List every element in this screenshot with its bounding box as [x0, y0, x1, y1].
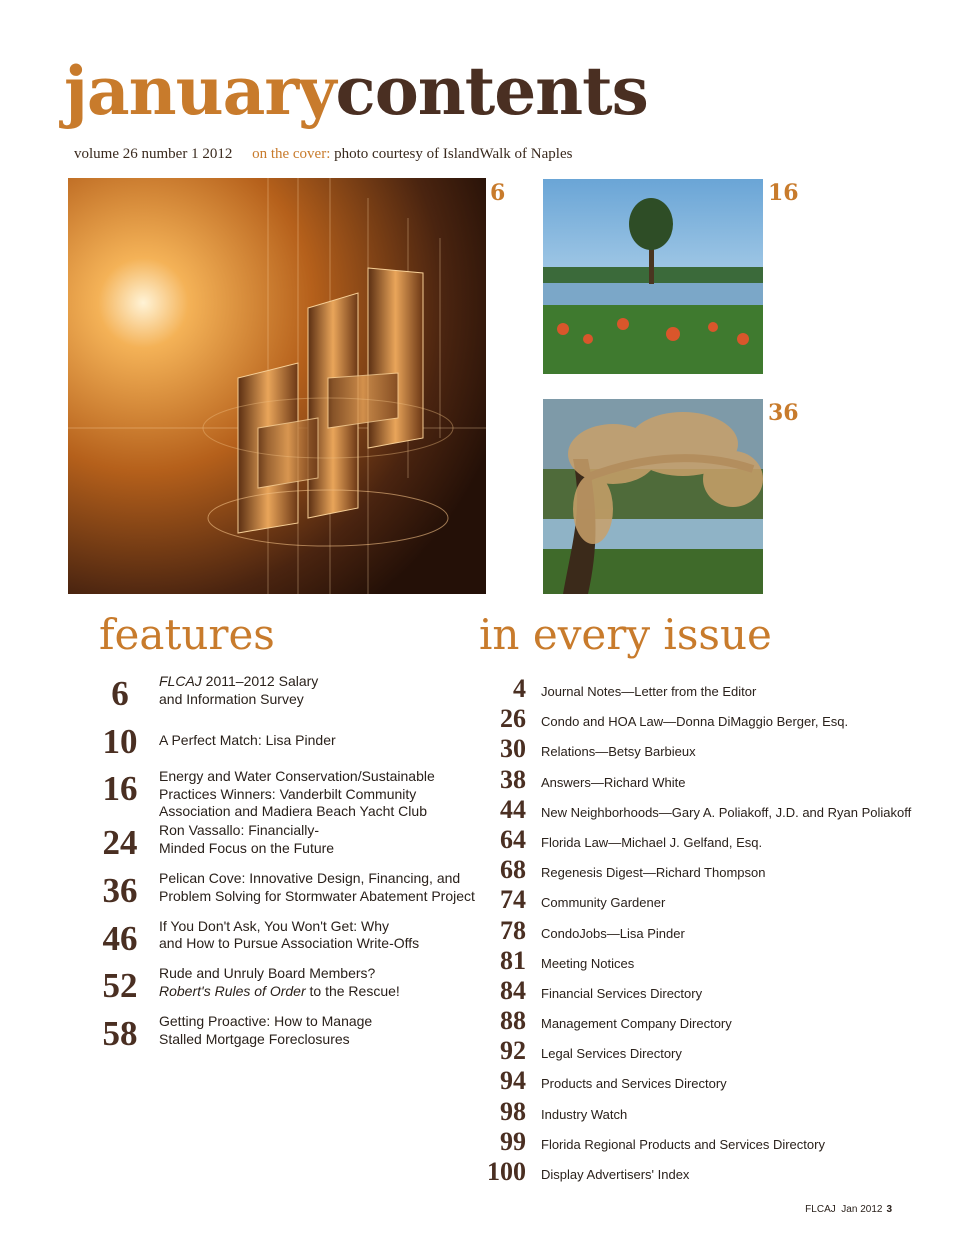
features-list [96, 672, 486, 1060]
issue-page-number: 44 [500, 794, 526, 824]
issue-title: CondoJobs—Lisa Pinder [541, 925, 685, 941]
issue-item[interactable] [478, 766, 938, 796]
issue-item[interactable] [478, 1098, 938, 1128]
issue-item[interactable] [478, 735, 938, 765]
feature-title-rest: 2011–2012 Salary and Information Survey [159, 673, 319, 707]
issue-page-number: 4 [513, 674, 526, 703]
issue-item[interactable] [478, 856, 938, 886]
feature-title-rest: to the Rescue! [305, 982, 400, 999]
issue-title: Industry Watch [541, 1106, 628, 1122]
issue-page-number: 94 [500, 1066, 526, 1096]
footer-publication: FLCAJ Jan 2012 [805, 1204, 883, 1215]
issue-page-number: 99 [500, 1126, 526, 1156]
issue-item[interactable] [478, 675, 938, 705]
feature-title-italic: Robert's Rules of Order [159, 982, 306, 999]
in-every-issue-list [478, 675, 938, 1188]
feature-item[interactable] [96, 869, 486, 917]
cover-credit: photo courtesy of IslandWalk of Naples [334, 146, 573, 162]
issue-title: Regenesis Digest—Richard Thompson [541, 865, 766, 881]
feature-page-number: 24 [102, 823, 138, 863]
feature-item[interactable] [96, 917, 486, 965]
cover-label: on the cover: [252, 146, 331, 162]
feature-item[interactable] [96, 767, 486, 821]
feature-page-number: 52 [102, 966, 138, 1006]
issue-title: Florida Regional Products and Services Directory [541, 1136, 825, 1152]
feature-page-number: 58 [102, 1014, 138, 1054]
issue-page-number: 88 [500, 1006, 526, 1036]
feature-title [159, 965, 479, 1000]
feature-item[interactable] [96, 672, 486, 720]
volume-info: volume 26 number 1 2012 [74, 146, 233, 162]
feature-title: If You Don't Ask, You Won't Get: Why and How to Pursue Association Write-Offs [159, 917, 420, 952]
feature-photo-oak[interactable] [543, 399, 763, 594]
issue-item[interactable] [478, 1128, 938, 1158]
feature-item[interactable] [96, 720, 486, 768]
issue-page-number: 38 [500, 764, 526, 794]
issue-page-number: 26 [500, 704, 526, 734]
feature-page-number: 16 [102, 769, 138, 809]
feature-photo-financial[interactable] [68, 178, 486, 594]
oak-tree-illustration [543, 399, 763, 594]
feature-page-number: 46 [102, 918, 138, 958]
feature-title: Getting Proactive: How to Manage Stalled Mortgage Foreclosures [159, 1013, 373, 1047]
issue-title: New Neighborhoods—Gary A. Poliakoff, J.D. and Ryan Poliakoff [541, 804, 912, 820]
feature-page-number: 36 [102, 871, 138, 911]
feature-title: A Perfect Match: Lisa Pinder [159, 731, 336, 748]
issue-title: Florida Law—Michael J. Gelfand, Esq. [541, 834, 763, 850]
issue-page-number: 98 [500, 1096, 526, 1126]
issue-page-number: 68 [500, 855, 526, 885]
title-january: january [64, 52, 336, 130]
feature-title: Pelican Cove: Innovative Design, Financing, and Problem Solving for Stormwater Abatement Project [159, 870, 475, 904]
issue-page-number: 74 [500, 885, 526, 915]
issue-title: Financial Services Directory [541, 985, 703, 1001]
feature-title-start: Rude and Unruly Board Members? [159, 965, 376, 982]
feature-item[interactable] [96, 964, 486, 1012]
issue-title: Legal Services Directory [541, 1046, 682, 1062]
issue-page-number: 100 [487, 1157, 526, 1186]
issue-item[interactable] [478, 886, 938, 916]
footer-page-number: 3 [886, 1204, 892, 1215]
issue-page-number: 84 [500, 975, 526, 1005]
feature-title [159, 673, 479, 708]
issue-page-number: 30 [500, 734, 526, 764]
feature-photo-pond[interactable] [543, 179, 763, 374]
issue-item[interactable] [478, 826, 938, 856]
issue-title: Condo and HOA Law—Donna DiMaggio Berger, Esq. [541, 714, 849, 730]
issue-title: Products and Services Directory [541, 1076, 727, 1092]
issue-page-number: 78 [500, 915, 526, 945]
issue-page-number: 92 [500, 1036, 526, 1066]
issue-title: Community Gardener [541, 895, 666, 911]
financial-graph-illustration [68, 178, 486, 594]
photo-page-number: 36 [768, 400, 799, 426]
issue-title: Journal Notes—Letter from the Editor [541, 684, 757, 699]
feature-title: Energy and Water Conservation/Sustainable Practices Winners: Vanderbilt Community Association and Madiera Beach Yacht Club [159, 768, 435, 820]
issue-title: Answers—Richard White [541, 774, 686, 790]
features-heading: features [99, 610, 275, 659]
feature-title: Ron Vassallo: Financially- Minded Focus on the Future [159, 822, 335, 856]
issue-title: Relations—Betsy Barbieux [541, 744, 696, 760]
feature-page-number: 6 [111, 674, 129, 713]
pond-landscape-illustration [543, 179, 763, 374]
issue-item[interactable] [478, 1037, 938, 1067]
photo-page-number: 6 [490, 180, 506, 206]
issue-item[interactable] [478, 796, 938, 826]
issue-item[interactable] [478, 1067, 938, 1097]
issue-item[interactable] [478, 977, 938, 1007]
volume-line [74, 146, 572, 163]
issue-item[interactable] [478, 947, 938, 977]
feature-item[interactable] [96, 1012, 486, 1060]
issue-page-number: 64 [500, 824, 526, 854]
in-every-issue-heading: in every issue [479, 610, 772, 659]
issue-title: Display Advertisers' Index [541, 1167, 690, 1182]
page-footer [805, 1204, 892, 1215]
title-contents: contents [335, 52, 648, 130]
issue-title: Meeting Notices [541, 955, 635, 971]
issue-item[interactable] [478, 917, 938, 947]
issue-title: Management Company Directory [541, 1016, 732, 1032]
feature-page-number: 10 [102, 721, 138, 761]
issue-item[interactable] [478, 1007, 938, 1037]
issue-item[interactable] [478, 1158, 938, 1188]
issue-page-number: 81 [500, 945, 526, 975]
photo-page-number: 16 [768, 180, 799, 206]
page-title [64, 52, 648, 130]
feature-item[interactable] [96, 821, 486, 869]
feature-title-italic: FLCAJ [159, 673, 202, 689]
issue-item[interactable] [478, 705, 938, 735]
